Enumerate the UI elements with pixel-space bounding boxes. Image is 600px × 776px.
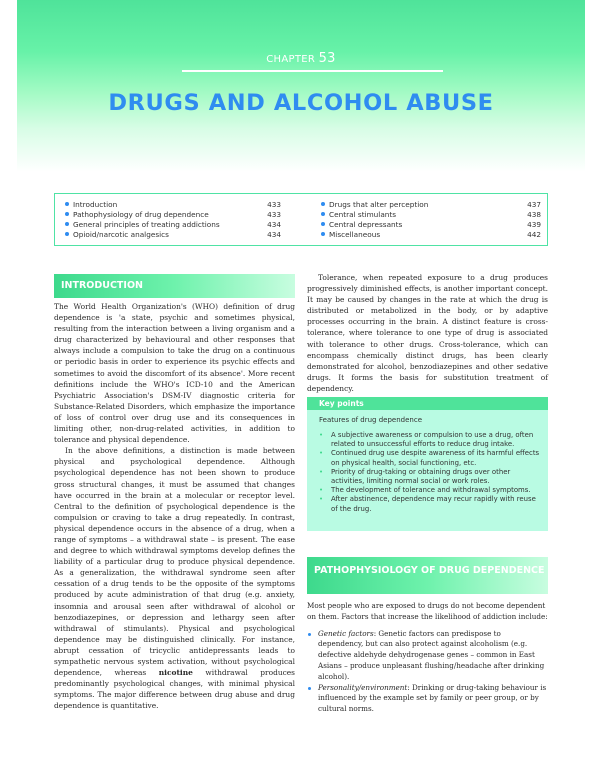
tolerance-body: [307, 272, 548, 394]
pathophysiology-body: [307, 601, 548, 715]
factor-item: [318, 629, 548, 683]
chapter-rule-divider: [182, 70, 443, 72]
intro-paragraph-2: [54, 445, 295, 711]
toc-item[interactable]: [321, 220, 541, 230]
factor-term: Personality/environment: [318, 682, 408, 692]
factor-item: [318, 683, 548, 715]
toc-item-label: General principles of treating addictions: [65, 220, 220, 230]
key-point-item: • The development of tolerance and withdrawal symptoms.: [331, 486, 540, 495]
toc-item-page: 434: [267, 220, 281, 229]
intro-paragraph-1: The World Health Organization's (WHO) definition of drug dependence is 'a state, psychic and sometimes physical, resulting from the interaction between a living organism and a drug characterized by behavioural and other responses that always include a compulsion to take the drug on a continuous or periodic basis in order to experience its psychic effects and sometimes to avoid the discomfort of its absence'. More recent definitions include the WHO's ICD-10 and the American Psychiatric Association's DSM-IV diagnostic criteria for Substance-Related Disorders, which emphasize the importance of loss of control over drug use and its consequences in limiting other, non-drug-related activities, in addition to tolerance and physical dependence.: [54, 302, 295, 445]
toc-item-page: 439: [527, 220, 541, 229]
introduction-body: [54, 301, 295, 711]
factors-list: [307, 629, 548, 715]
toc-item[interactable]: [65, 230, 281, 240]
toc-item[interactable]: [321, 230, 541, 240]
factor-term: Genetic factors: [318, 628, 374, 638]
key-point-item: • A subjective awareness or compulsion to use a drug, often related to unsuccessful efforts to reduce drug intake.: [331, 431, 540, 449]
chapter-header: [17, 0, 585, 172]
toc-item-label: Drugs that alter perception: [321, 200, 428, 210]
chapter-title: DRUGS AND ALCOHOL ABUSE: [108, 90, 494, 116]
toc-item-label: Introduction: [65, 200, 117, 210]
toc-item-page: 442: [527, 230, 541, 239]
toc-item[interactable]: [65, 210, 281, 220]
key-points-list: [307, 431, 548, 514]
toc-item[interactable]: [65, 200, 281, 210]
chapter-number: 53: [318, 51, 336, 66]
pathophysiology-intro: Most people who are exposed to drugs do not become dependent on them. Factors that increase the likelihood of addiction include:: [307, 601, 548, 621]
table-of-contents: [54, 193, 548, 246]
toc-item[interactable]: [65, 220, 281, 230]
toc-item-label: Opioid/narcotic analgesics: [65, 230, 169, 240]
toc-item-page: 433: [267, 210, 281, 219]
toc-item[interactable]: [321, 200, 541, 210]
factor-text: : Drinking or drug-taking behaviour is influenced by the example set by family or peer group, or by cultural norms.: [318, 682, 547, 714]
toc-item[interactable]: [321, 210, 541, 220]
toc-item-page: 437: [527, 200, 541, 209]
key-points-heading: Key points: [307, 397, 548, 410]
intro-paragraph-2-text: In the above definitions, a distinction is made between physical and psychological dependence. Although psychological dependence has not been shown to produce gross structural changes, it must be assumed that changes have occurred in the brain at a molecular or receptor level. Central to the definition of psychological dependence is the compulsion or craving to take a drug repeatedly. In contrast, physical dependence occurs in the absence of a drug, when a range of symptoms – a withdrawal state – is present. The ease and degree to which withdrawal symptoms develop defines the liability of a particular drug to produce physical dependence. As a generalization, the withdrawal syndrome seen after cessation of a drug tends to be the opposite of the symptoms produced by acute administration of that drug (e.g. anxiety, insomnia and arousal seen after withdrawal of alcohol or benzodiazepines, or depression and lethargy seen after withdrawal of stimulants). Physical and psychological dependence may be distinguished clinically. For instance, abrupt cessation of tricyclic antidepressants leads to sympathetic nervous system activation, without psychological dependence, whereas: [54, 446, 295, 678]
toc-item-label: Pathophysiology of drug dependence: [65, 210, 209, 220]
toc-column-left: [65, 200, 281, 240]
toc-item-label: Central stimulants: [321, 210, 396, 220]
key-point-item: • Priority of drug-taking or obtaining drugs over other activities, limiting normal social or work roles.: [331, 468, 540, 486]
key-points-subheading: Features of drug dependence: [319, 416, 423, 424]
intro-paragraph-2-end: withdrawal produces predominantly psychological changes, with minimal physical symptoms. The major difference between drug abuse and drug dependence is quantitative.: [54, 668, 295, 711]
nicotine-term: nicotine: [158, 668, 193, 678]
factor-text: : Genetic factors can predispose to dependency, but can also protect against alcoholism (e.g. defective aldehyde dehydrogenase genes – common in East Asians – produce unpleasant flushing/headache after drinking alcohol).: [318, 628, 545, 681]
toc-item-page: 438: [527, 210, 541, 219]
key-point-item: • Continued drug use despite awareness of its harmful effects on physical health, social functioning, etc.: [331, 449, 540, 467]
chapter-label: [17, 51, 585, 66]
toc-column-right: [321, 200, 541, 240]
toc-item-page: 434: [267, 230, 281, 239]
toc-item-label: Central depressants: [321, 220, 402, 230]
pathophysiology-heading: PATHOPHYSIOLOGY OF DRUG DEPENDENCE: [307, 557, 548, 594]
tolerance-paragraph: Tolerance, when repeated exposure to a drug produces progressively diminished effects, is another important concept. It may be caused by changes in the rate at which the drug is distributed or metabolized in the body, or by adaptive processes occurring in the brain. A distinct feature is cross-tolerance, where tolerance to one type of drug is associated with tolerance to other drugs. Cross-tolerance, which can encompass chemically distinct drugs, has been clearly demonstrated for alcohol, benzodiazepines and other sedative drugs. It forms the basis for substitution treatment of dependency.: [307, 273, 548, 393]
key-points-box: [307, 397, 548, 531]
toc-item-page: 433: [267, 200, 281, 209]
introduction-heading: INTRODUCTION: [54, 274, 295, 298]
toc-item-label: Miscellaneous: [321, 230, 380, 240]
key-point-item: • After abstinence, dependence may recur rapidly with reuse of the drug.: [331, 495, 540, 513]
chapter-word: CHAPTER: [266, 54, 316, 65]
